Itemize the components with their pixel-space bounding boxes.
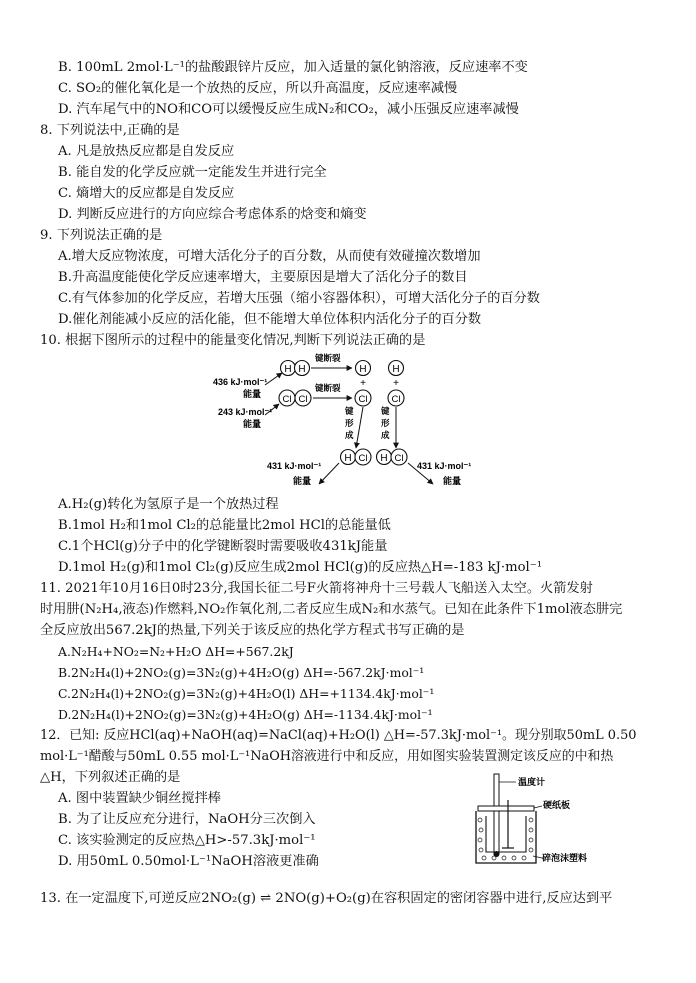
cardboard-label: 硬纸板 xyxy=(543,800,571,810)
q11-option-c: C.2N₂H₄(l)+2NO₂(g)=3N₂(g)+4H₂O(l) ΔH=+1134.4kJ·mol⁻¹ xyxy=(58,686,435,701)
bond-break-label: 键断裂 xyxy=(315,383,341,393)
q12-option-a: A. 图中装置缺少铜丝搅拌棒 xyxy=(58,791,221,806)
cl-label: Cl xyxy=(394,453,404,464)
q11-stem-line2: 时用肼(N₂H₄,液态)作燃料,NO₂作氧化剂,二者反应生成N₂和水蒸气。已知在此条件下1mol液态肼完 xyxy=(40,602,623,617)
bond-form-label: 键形成 xyxy=(345,406,354,440)
thermometer-tube xyxy=(494,774,499,854)
q7-option-b: B. 100mL 2mol·L⁻¹的盐酸跟锌片反应，加入适量的氯化钠溶液，反应速率不变 xyxy=(58,60,528,75)
bond-form-label: 键形成 xyxy=(381,406,390,440)
q9-option-b: B.升高温度能使化学反应速率增大，主要原因是增大了活化分子的数目 xyxy=(58,270,468,285)
energy-243-label: 243 kJ·mol⁻¹ xyxy=(218,407,273,417)
cl-label: Cl xyxy=(298,394,308,405)
h-label: H xyxy=(392,364,400,375)
q8-stem: 8. 下列说法中,正确的是 xyxy=(40,123,180,138)
q9-stem: 9. 下列说法正确的是 xyxy=(40,228,163,243)
q12-stem-line1: 12．已知: 反应HCl(aq)+NaOH(aq)=NaCl(aq)+H₂O(l) △H=-57.3kJ·mol⁻¹。现分别取50mL 0.50 xyxy=(40,728,637,743)
calorimeter-diagram xyxy=(470,770,590,870)
q7-option-c: C. SO₂的催化氧化是一个放热的反应，所以升高温度，反应速率减慢 xyxy=(58,81,458,96)
q9-option-c: C.有气体参加的化学反应，若增大压强（缩小容器体积），可增大活化分子的百分数 xyxy=(58,291,540,306)
q9-option-d: D.催化剂能减小反应的活化能，但不能增大单位体积内活化分子的百分数 xyxy=(58,312,482,327)
bond-break-label: 键断裂 xyxy=(315,353,341,363)
thermometer-label: 温度计 xyxy=(518,777,546,787)
cardboard-lid xyxy=(478,806,534,811)
q8-option-b: B. 能自发的化学反应就一定能发生并进行完全 xyxy=(58,165,327,180)
energy-436-label: 436 kJ·mol⁻¹ xyxy=(213,377,268,387)
energy-431-right-label: 431 kJ·mol⁻¹ xyxy=(417,461,472,471)
energy-431-left-label: 431 kJ·mol⁻¹ xyxy=(267,461,322,471)
q11-option-b: B.2N₂H₄(l)+2NO₂(g)=3N₂(g)+4H₂O(g) ΔH=-567.2kJ·mol⁻¹ xyxy=(58,665,425,680)
cl-label: Cl xyxy=(282,394,292,405)
q12-stem-line3: △H，下列叙述正确的是 xyxy=(40,770,181,785)
q9-option-a: A.增大反应物浓度，可增大活化分子的百分数，从而使有效碰撞次数增加 xyxy=(58,249,481,264)
q10-option-a: A.H₂(g)转化为氢原子是一个放热过程 xyxy=(58,497,279,512)
outer-beaker xyxy=(476,811,536,863)
bond-energy-diagram xyxy=(205,352,505,494)
energy-label: 能量 xyxy=(243,389,262,399)
energy-label: 能量 xyxy=(443,476,462,486)
h-label: H xyxy=(359,364,367,375)
q10-stem: 10. 根据下图所示的过程中的能量变化情况,判断下列说法正确的是 xyxy=(40,333,426,348)
q8-option-c: C. 熵增大的反应都是自发反应 xyxy=(58,186,235,201)
q10-option-b: B.1mol H₂和1mol Cl₂的总能量比2mol HCl的总能量低 xyxy=(58,518,391,533)
inner-beaker xyxy=(486,816,526,852)
cl-label: Cl xyxy=(358,453,368,464)
q11-stem-line3: 全反应放出567.2kJ的热量,下列关于该反应的热化学方程式书写正确的是 xyxy=(40,623,465,638)
q12-option-b: B. 为了让反应充分进行，NaOH分三次倒入 xyxy=(58,812,316,827)
q12-option-d: D. 用50mL 0.50mol·L⁻¹NaOH溶液更准确 xyxy=(58,854,319,869)
cl-label: Cl xyxy=(391,394,401,405)
h-label: H xyxy=(298,364,306,375)
energy-label: 能量 xyxy=(293,476,312,486)
q8-option-a: A. 凡是放热反应都是自发反应 xyxy=(58,144,235,159)
h-label: H xyxy=(284,364,292,375)
q10-option-c: C.1个HCl(g)分子中的化学键断裂时需要吸收431kJ能量 xyxy=(58,539,388,554)
q12-stem-line2: mol·L⁻¹醋酸与50mL 0.55 mol·L⁻¹NaOH溶液进行中和反应，用如图实验装置测定该反应的中和热 xyxy=(40,749,614,764)
plus-sign: + xyxy=(360,378,366,389)
q11-option-d: D.2N₂H₄(l)+2NO₂(g)=3N₂(g)+4H₂O(g) ΔH=-1134.4kJ·mol⁻¹ xyxy=(58,707,433,722)
q11-stem-line1: 11. 2021年10月16日0时23分,我国长征二号F火箭将神舟十三号载人飞船送入太空。火箭发射 xyxy=(40,581,593,596)
q12-option-c: C. 该实验测定的反应热△H>-57.3kJ·mol⁻¹ xyxy=(58,833,316,848)
h-label: H xyxy=(380,453,388,464)
cl-label: Cl xyxy=(358,394,368,405)
q10-option-d: D.1mol H₂(g)和1mol Cl₂(g)反应生成2mol HCl(g)的反应热△H=-183 kJ·mol⁻¹ xyxy=(58,560,542,575)
plus-sign: + xyxy=(393,378,399,389)
q7-option-d: D. 汽车尾气中的NO和CO可以缓慢反应生成N₂和CO₂，减小压强反应速率减慢 xyxy=(58,102,519,117)
energy-label: 能量 xyxy=(243,419,262,429)
q8-option-d: D. 判断反应进行的方向应综合考虑体系的焓变和熵变 xyxy=(58,207,367,222)
h-label: H xyxy=(344,453,352,464)
q13-stem: 13. 在一定温度下,可逆反应2NO₂(g) ⇌ 2NO(g)+O₂(g)在容积固定的密闭容器中进行,反应达到平 xyxy=(40,891,613,906)
foam-label: 碎泡沫塑料 xyxy=(542,853,588,863)
q11-option-a: A.N₂H₄+NO₂=N₂+H₂O ΔH=+567.2kJ xyxy=(58,644,294,659)
